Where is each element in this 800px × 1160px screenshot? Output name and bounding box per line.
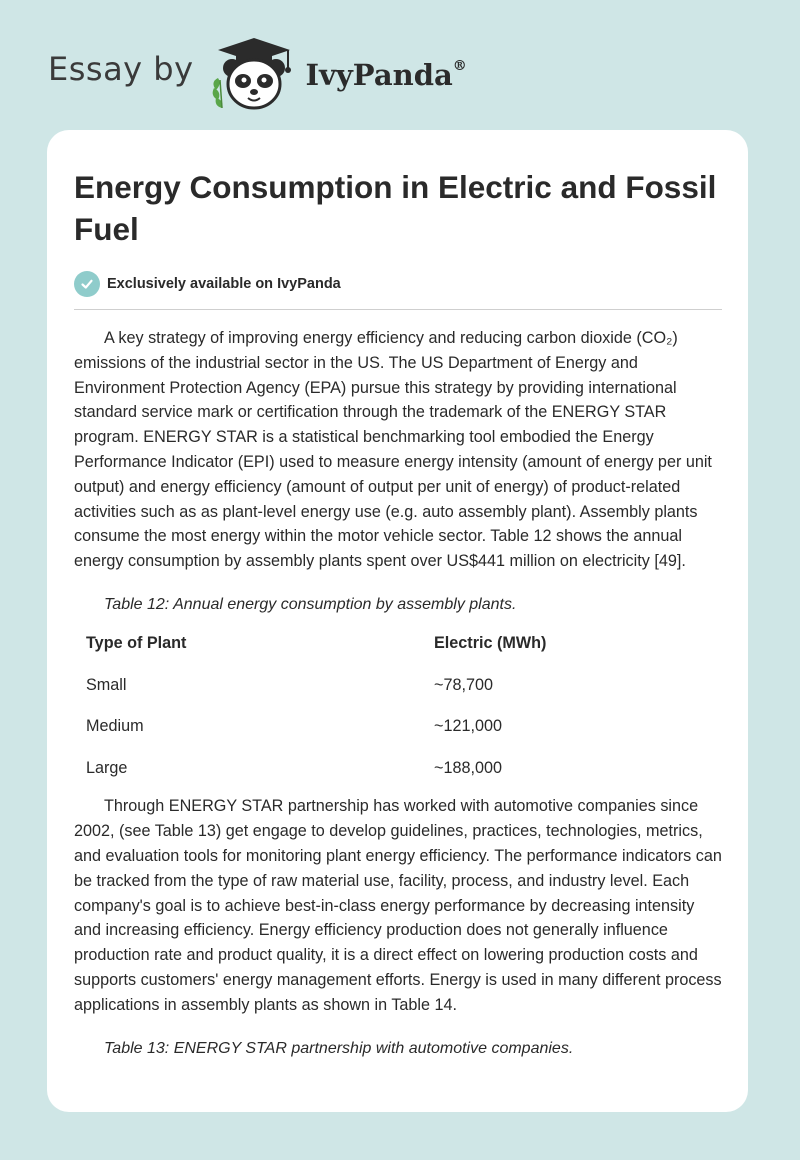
check-circle-icon [74,271,100,297]
check-mark-icon [80,277,94,291]
plant-type-cell: Large [86,758,128,777]
electric-cell: ~188,000 [434,758,502,777]
header-type-of-plant: Type of Plant [86,634,187,653]
table-12 [74,632,722,781]
table-row [74,656,722,698]
plant-type-cell: Small [86,675,127,694]
paragraph-1: A key strategy of improving energy efficiency and reducing carbon dioxide (CO₂) emissions of the industrial sector in the US. The US Department of Energy and Environment Protection Agency (EPA) pursue this strategy by providing international standard service mark or certification through the trademark of the ENERGY STAR program. ENERGY STAR is a statistical benchmarking tool embodied the Energy Performance Indicator (EPI) used to measure energy intensity (amount of energy per unit output) and energy efficiency (amount of output per unit of energy) of product-related activities such as as plant-level energy use (e.g. auto assembly plant). Assembly plants consume the most energy within the motor vehicle sector. Table 12 shows the annual energy consumption by assembly plants spent over US$441 million on electricity [49]. [74,329,712,571]
paragraph-2: Through ENERGY STAR partnership has worked with automotive companies since 2002, (see Table 13) get engage to develop guidelines, practices, technologies, metrics, and evaluation tools for monitoring plant energy efficiency. The performance indicators can be tracked from the type of raw material use, facility, process, and industry level. Each company's goal is to achieve best-in-class energy performance by decreasing intensity and increasing efficiency. Energy efficiency production does not generally influence production rate and product quality, it is a direct effect on lowering production costs and supports customers' energy management efforts. Energy is used in many different process applications in assembly plants as shown in Table 14. [74,797,722,1014]
header-electric: Electric (MWh) [434,634,547,653]
electric-cell: ~121,000 [434,717,502,736]
divider [74,309,722,310]
brand-header[interactable] [48,34,467,114]
brand-prefix: Essay by [48,50,194,88]
table-row [74,739,722,781]
table-header-row [74,632,722,656]
plant-type-cell: Medium [86,717,144,736]
table-13-caption: Table 13: ENERGY STAR partnership with automotive companies. [104,1039,574,1057]
article-card [47,130,748,1112]
table-12-caption: Table 12: Annual energy consumption by assembly plants. [104,595,517,613]
exclusive-badge [74,270,722,298]
article-title: Energy Consumption in Electric and Fossil Fuel [74,169,717,247]
exclusive-text: Exclusively available on IvyPanda [107,276,341,292]
electric-cell: ~78,700 [434,675,493,694]
registered-mark: ® [452,58,467,75]
brand-name: IvyPanda® [305,58,467,92]
table-row [74,697,722,739]
panda-logo-icon [206,34,302,114]
